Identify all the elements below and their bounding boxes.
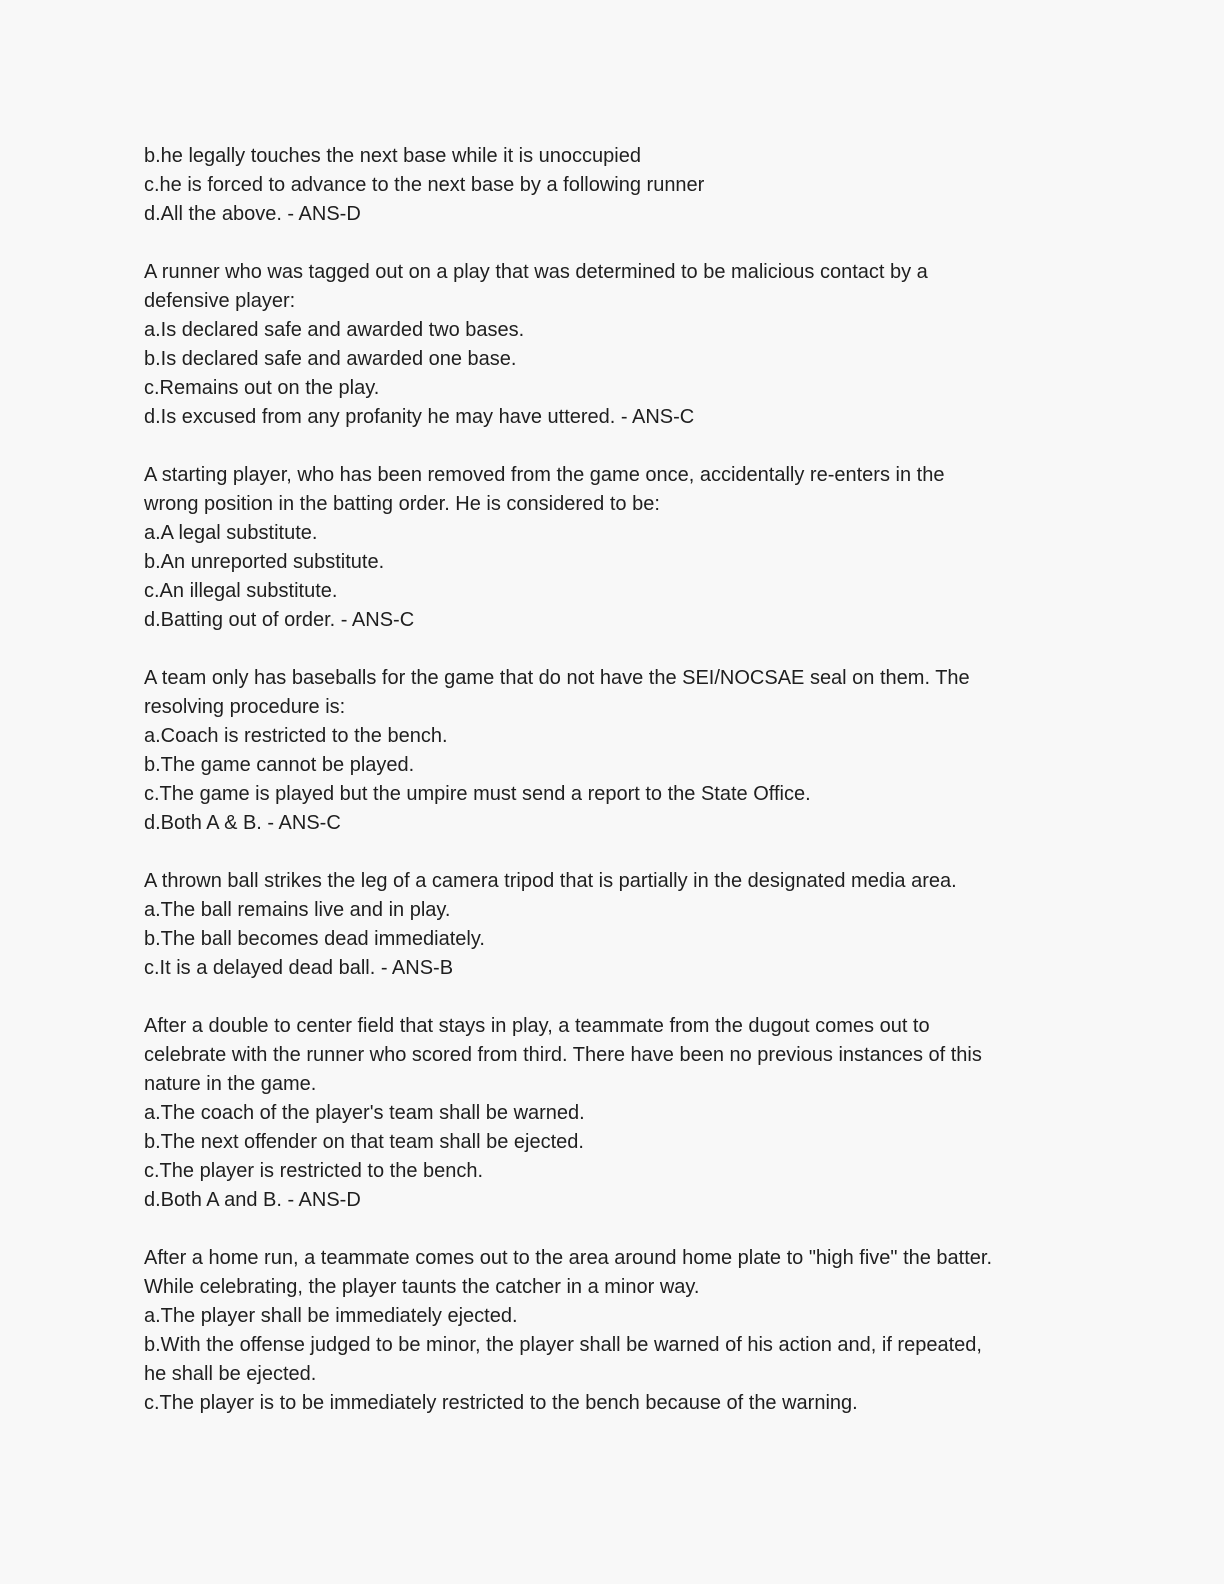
text-line: c.The game is played but the umpire must send a report to the State Office.	[144, 783, 811, 805]
text-line: a.The player shall be immediately ejected.	[144, 1305, 518, 1327]
text-line: d.Is excused from any profanity he may have uttered. - ANS-C	[144, 406, 695, 428]
question-block	[144, 258, 1074, 432]
text-line: a.The ball remains live and in play.	[144, 899, 451, 921]
text-line: While celebrating, the player taunts the catcher in a minor way.	[144, 1276, 700, 1298]
text-line: nature in the game.	[144, 1073, 317, 1095]
question-block	[144, 1244, 1074, 1418]
text-line: b.An unreported substitute.	[144, 551, 385, 573]
text-line: d.Both A and B. - ANS-D	[144, 1189, 361, 1211]
text-line: a.The coach of the player's team shall be warned.	[144, 1102, 585, 1124]
text-line: c.An illegal substitute.	[144, 580, 338, 602]
text-line: b.The next offender on that team shall be ejected.	[144, 1131, 584, 1153]
question-block	[144, 461, 1074, 635]
text-line: c.The player is restricted to the bench.	[144, 1160, 484, 1182]
question-list	[144, 142, 1074, 1418]
text-line: b.The ball becomes dead immediately.	[144, 928, 485, 950]
text-line: resolving procedure is:	[144, 696, 346, 718]
text-line: c.Remains out on the play.	[144, 377, 380, 399]
question-block	[144, 867, 1074, 983]
text-line: d.Both A & B. - ANS-C	[144, 812, 341, 834]
text-line: b.he legally touches the next base while it is unoccupied	[144, 145, 641, 167]
text-line: A team only has baseballs for the game that do not have the SEI/NOCSAE seal on them. The	[144, 667, 970, 689]
question-block	[144, 664, 1074, 838]
text-line: A runner who was tagged out on a play that was determined to be malicious contact by a	[144, 261, 928, 283]
text-line: b.Is declared safe and awarded one base.	[144, 348, 517, 370]
text-line: celebrate with the runner who scored from third. There have been no previous instances of this	[144, 1044, 982, 1066]
text-line: After a home run, a teammate comes out to the area around home plate to "high five" the batter.	[144, 1247, 993, 1269]
text-line: b.The game cannot be played.	[144, 754, 415, 776]
text-line: A thrown ball strikes the leg of a camera tripod that is partially in the designated media area.	[144, 870, 957, 892]
text-line: c.The player is to be immediately restricted to the bench because of the warning.	[144, 1392, 858, 1414]
text-line: c.It is a delayed dead ball. - ANS-B	[144, 957, 454, 979]
text-line: b.With the offense judged to be minor, the player shall be warned of his action and, if repeated,	[144, 1334, 982, 1356]
text-line: a.Is declared safe and awarded two bases.	[144, 319, 525, 341]
text-line: After a double to center field that stays in play, a teammate from the dugout comes out to	[144, 1015, 930, 1037]
text-line: defensive player:	[144, 290, 296, 312]
text-line: he shall be ejected.	[144, 1363, 317, 1385]
text-line: d.Batting out of order. - ANS-C	[144, 609, 415, 631]
text-line: d.All the above. - ANS-D	[144, 203, 361, 225]
text-line: A starting player, who has been removed from the game once, accidentally re-enters in the	[144, 464, 945, 486]
question-block	[144, 142, 1074, 229]
text-line: a.Coach is restricted to the bench.	[144, 725, 448, 747]
text-line: c.he is forced to advance to the next base by a following runner	[144, 174, 705, 196]
question-block	[144, 1012, 1074, 1215]
text-line: a.A legal substitute.	[144, 522, 318, 544]
text-line: wrong position in the batting order. He is considered to be:	[144, 493, 660, 515]
